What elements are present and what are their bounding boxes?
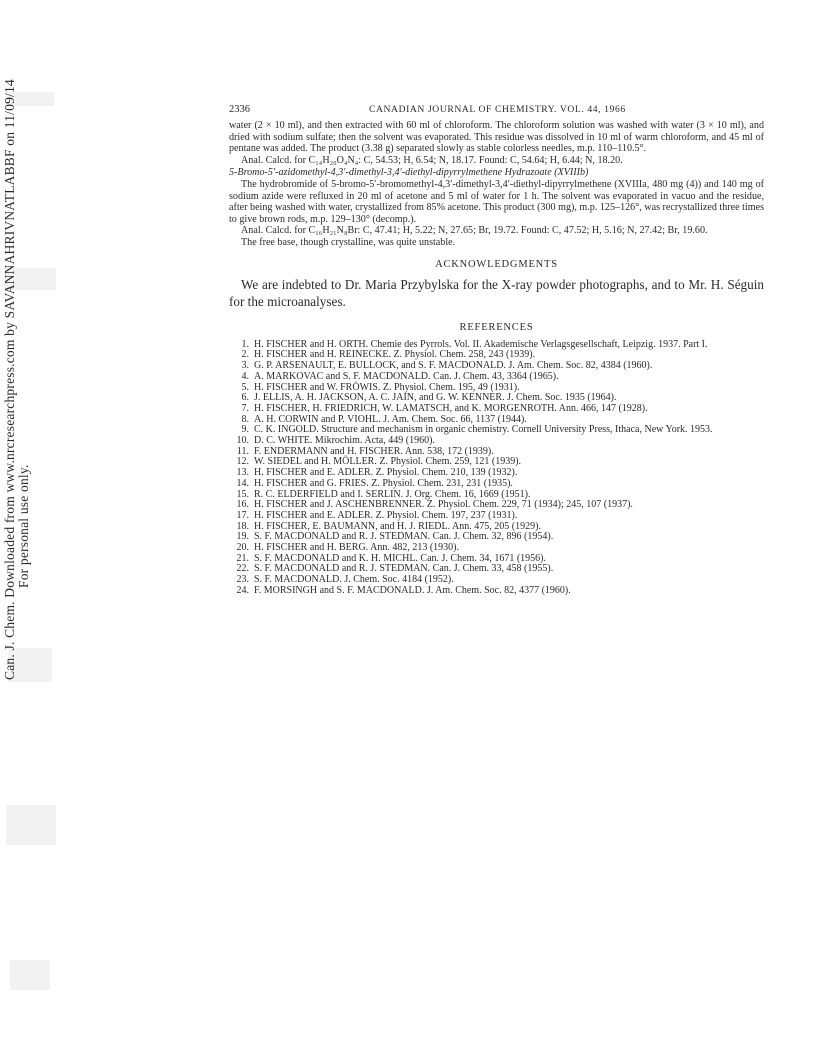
acknowledgments-text: We are indebted to Dr. Maria Przybylska for the X-ray powder photographs, and to Mr. H. Séguin for the microanalyses. — [229, 277, 764, 310]
article-page — [229, 104, 764, 597]
reference-number: 24. — [236, 584, 249, 596]
reference-number: 16. — [236, 499, 249, 511]
reference-number: 15. — [236, 488, 249, 500]
reference-text: R. C. ELDERFIELD and I. SERLIN. J. Org. Chem. 16, 1669 (1951). — [254, 488, 531, 500]
reference-text: S. F. MACDONALD and R. J. STEDMAN. Can. J. Chem. 33, 458 (1955). — [254, 563, 554, 575]
acknowledgments-heading: ACKNOWLEDGMENTS — [435, 258, 558, 270]
reference-number: 6. — [241, 392, 249, 404]
reference-number: 14. — [236, 477, 249, 489]
reference-text: H. FISCHER, H. FRIEDRICH, W. LAMATSCH, and K. MORGENROTH. Ann. 466, 147 (1928). — [254, 402, 648, 414]
reference-number: 9. — [241, 424, 249, 436]
reference-text: G. P. ARSENAULT, E. BULLOCK, and S. F. MACDONALD. J. Am. Chem. Soc. 82, 4384 (1960). — [254, 360, 653, 372]
reference-number: 20. — [236, 542, 249, 554]
reference-text: H. FISCHER and E. ADLER. Z. Physiol. Chem. 210, 139 (1932). — [254, 467, 518, 479]
reference-item — [229, 372, 764, 383]
reference-text: A. H. CORWIN and P. VIOHL. J. Am. Chem. Soc. 66, 1137 (1944). — [254, 413, 527, 425]
reference-text: H. FISCHER and H. REINECKE. Z. Physiol. Chem. 258, 243 (1939). — [254, 349, 536, 361]
reference-number: 10. — [236, 435, 249, 447]
reference-list — [229, 340, 764, 597]
reference-text: S. F. MACDONALD. J. Chem. Soc. 4184 (1952). — [254, 574, 454, 586]
reference-text: H. FISCHER and J. ASCHENBRENNER. Z. Physiol. Chem. 229, 71 (1934); 245, 107 (1937). — [254, 499, 633, 511]
reference-number: 3. — [241, 360, 249, 372]
reference-number: 17. — [236, 509, 249, 521]
reference-number: 8. — [241, 413, 249, 425]
reference-number: 11. — [236, 445, 249, 457]
reference-text: D. C. WHITE. Mikrochim. Acta, 449 (1960). — [254, 435, 435, 447]
journal-title: CANADIAN JOURNAL OF CHEMISTRY. VOL. 44, 1966 — [369, 104, 626, 115]
reference-text: A. MARKOVAC and S. F. MACDONALD. Can. J. Chem. 43, 3364 (1965). — [254, 370, 559, 382]
running-head — [229, 104, 764, 120]
reference-item — [229, 586, 764, 597]
reference-number: 1. — [241, 338, 249, 350]
reference-number: 5. — [241, 381, 249, 393]
reference-text: S. F. MACDONALD and R. J. STEDMAN. Can. J. Chem. 32, 896 (1954). — [254, 531, 554, 543]
download-sidebar — [0, 0, 60, 1053]
reference-text: F. MORSINGH and S. F. MACDONALD. J. Am. Chem. Soc. 82, 4377 (1960). — [254, 584, 571, 596]
body-paragraph: The free base, though crystalline, was quite unstable. — [241, 236, 456, 248]
references-heading: REFERENCES — [459, 322, 534, 334]
usage-notice: For personal use only. — [16, 464, 31, 588]
reference-number: 13. — [236, 467, 249, 479]
reference-text: J. ELLIS, A. H. JACKSON, A. C. JAIN, and G. W. KENNER. J. Chem. Soc. 1935 (1964). — [254, 392, 617, 404]
analysis-line: Anal. Calcd. for C₁₆H₂₁N₈Br: C, 47.41; H, 5.22; N, 27.65; Br, 19.72. Found: C, 47.52; H, 5.16; N, 27.42; Br, 19.60. — [241, 225, 708, 237]
page-number: 2336 — [229, 104, 250, 115]
reference-text: H. FISCHER and H. ORTH. Chemie des Pyrrols. Vol. II. Akademische Verlagsgesellschaft, Leipzig. 1937. Part I. — [254, 338, 708, 350]
reference-number: 18. — [236, 520, 249, 532]
reference-text: H. FISCHER and G. FRIES. Z. Physiol. Chem. 231, 231 (1935). — [254, 477, 513, 489]
scan-smudge — [10, 960, 50, 990]
body-paragraph: water (2 × 10 ml), and then extracted with 60 ml of chloroform. The chloroform solution was washed with water (3 × 10 ml), and dried with sodium sulfate; then the solvent was evaporated. This residue was dissolved in 10 ml of warm chloroform, and 45 ml of pentane was added. The product (3.38 g) separated slowly as stable colorless needles, m.p. 110–110.5°. — [229, 120, 764, 155]
download-notice: Can. J. Chem. Downloaded from www.nrcresearchpress.com by SAVANNAHRIVNATLABBF on 11/09/14 — [2, 79, 17, 680]
scan-smudge — [6, 805, 56, 845]
reference-number: 2. — [241, 349, 249, 361]
reference-text: H. FISCHER, E. BAUMANN, and H. J. RIEDL. Ann. 475, 205 (1929). — [254, 520, 541, 532]
reference-number: 23. — [236, 574, 249, 586]
reference-text: H. FISCHER and H. BERG. Ann. 482, 213 (1930). — [254, 542, 460, 554]
reference-text: H. FISCHER and E. ADLER. Z. Physiol. Chem. 197, 237 (1931). — [254, 509, 518, 521]
reference-number: 4. — [241, 370, 249, 382]
compound-heading: 5-Bromo-5′-azidomethyl-4,3′-dimethyl-3,4′-diethyl-dipyrrylmethene Hydrazoate (XVIIIb) — [229, 167, 589, 179]
reference-number: 22. — [236, 563, 249, 575]
reference-text: H. FISCHER and W. FRÖWIS. Z. Physiol. Chem. 195, 49 (1931). — [254, 381, 520, 393]
reference-text: F. ENDERMANN and H. FISCHER. Ann. 538, 172 (1939). — [254, 445, 494, 457]
reference-number: 21. — [236, 552, 249, 564]
analysis-line: Anal. Calcd. for C₁₄H₂₀O₄N₄: C, 54.53; H, 6.54; N, 18.17. Found: C, 54.64; H, 6.44; N, 18.20. — [241, 154, 623, 166]
reference-number: 19. — [236, 531, 249, 543]
reference-number: 12. — [236, 456, 249, 468]
body-paragraph: The hydrobromide of 5-bromo-5′-bromomethyl-4,3′-dimethyl-3,4′-diethyl-dipyrrylmethene (XVIIIa, 480 mg (4)) and 140 mg of sodium azide were refluxed in 20 ml of acetone and 5 ml of water for 1 h. The solvent was evaporated in vacuo and the residue, after being washed with water, crystallized from 85% acetone. This product (300 mg), m.p. 125–126°, was recrystallized three times to give brown rods, m.p. 129–130° (decomp.). — [229, 178, 764, 225]
reference-text: C. K. INGOLD. Structure and mechanism in organic chemistry. Cornell University Press, Ithaca, New York. 1953. — [254, 424, 713, 436]
reference-text: W. SIEDEL and H. MÖLLER. Z. Physiol. Chem. 259, 121 (1939). — [254, 456, 522, 468]
reference-item — [229, 479, 764, 490]
reference-number: 7. — [241, 402, 249, 414]
reference-text: S. F. MACDONALD and K. H. MICHL. Can. J. Chem. 34, 1671 (1956). — [254, 552, 546, 564]
